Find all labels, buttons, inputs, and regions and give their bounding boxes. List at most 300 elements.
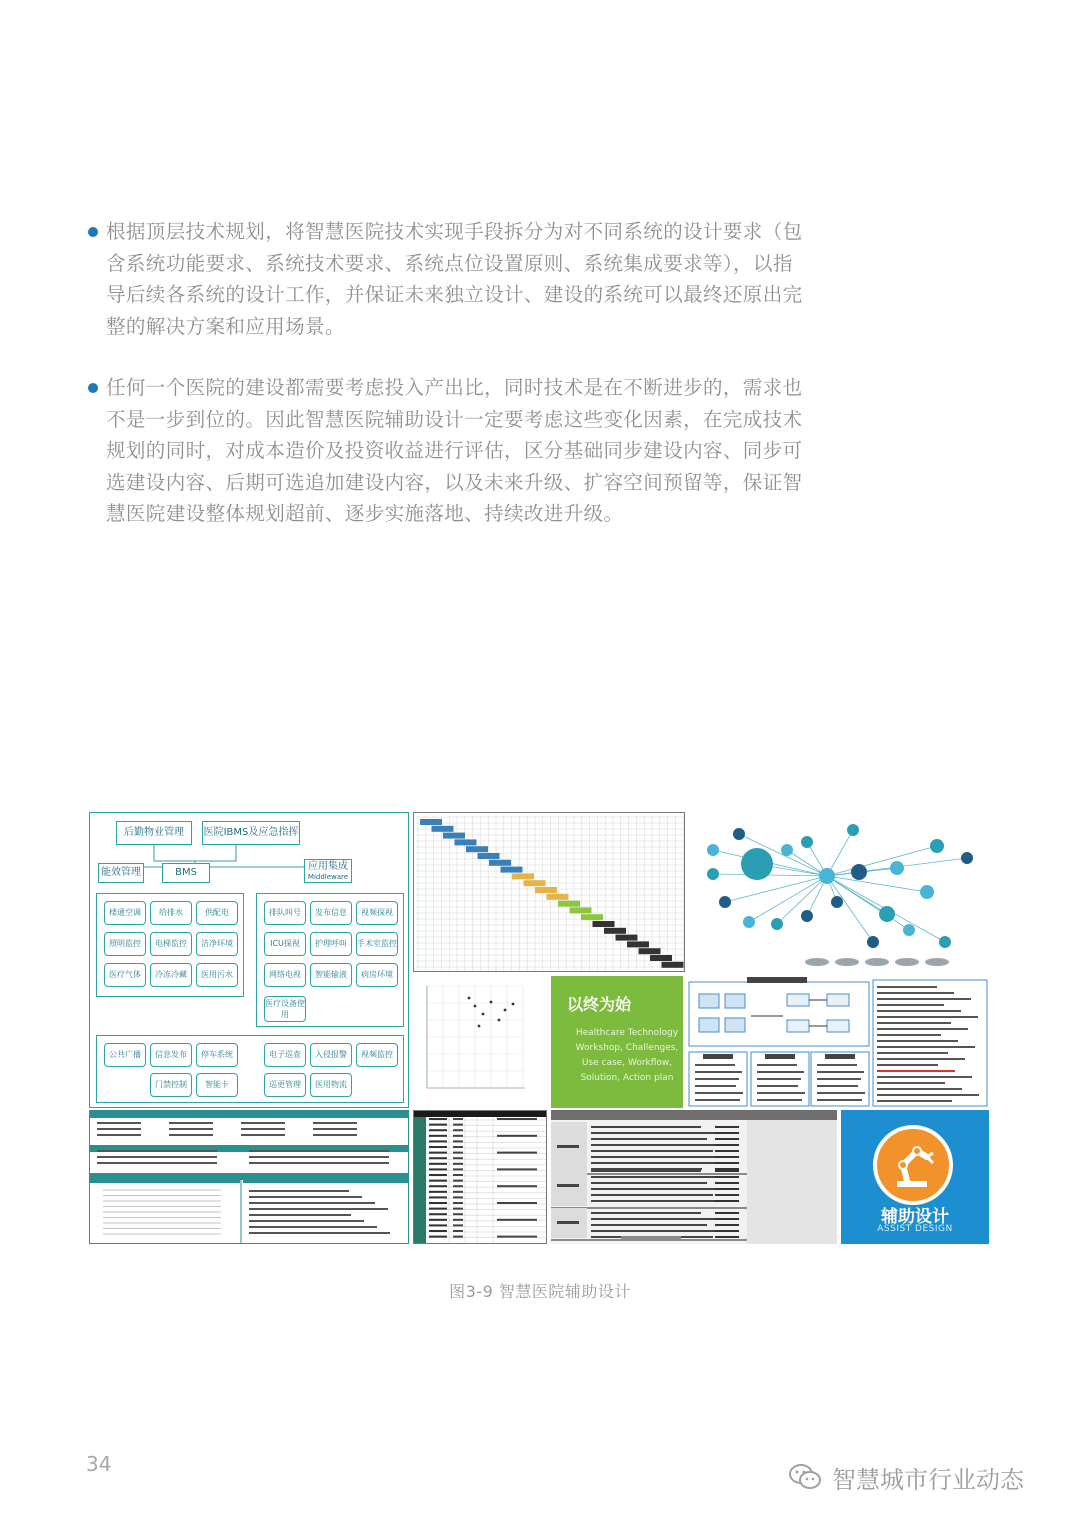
cost-side xyxy=(747,1120,837,1244)
app-tile: 排队叫号 xyxy=(264,901,306,925)
workflow-box-line xyxy=(817,1092,865,1094)
network-node xyxy=(831,896,843,908)
figure-collage xyxy=(89,812,991,1246)
scatter-plot-graphic xyxy=(413,976,547,1108)
assist-design-panel xyxy=(841,1110,989,1244)
table-cell xyxy=(429,1157,447,1159)
cost-value xyxy=(715,1176,739,1178)
form-text-line xyxy=(249,1220,364,1222)
workflow-box-line xyxy=(817,1064,857,1066)
app-tile: 发布信息 xyxy=(310,901,352,925)
cost-value xyxy=(715,1230,739,1232)
cost-value xyxy=(715,1132,739,1134)
matrix-cell xyxy=(558,901,580,907)
network-node xyxy=(920,885,934,899)
matrix-cell xyxy=(662,962,684,968)
table-cell xyxy=(453,1213,463,1215)
matrix-cell xyxy=(627,941,649,947)
table-cell xyxy=(453,1219,463,1221)
table-cell xyxy=(429,1129,447,1131)
security-tile: 信息发布 xyxy=(150,1043,192,1067)
table-cell xyxy=(429,1118,447,1120)
table-cell xyxy=(429,1140,447,1142)
matrix-cell xyxy=(432,826,454,832)
table-cell xyxy=(429,1163,447,1165)
middleware-label: 应用集成 xyxy=(308,861,348,872)
workflow-box-line xyxy=(817,1078,861,1080)
cost-value xyxy=(715,1212,739,1214)
table-cell xyxy=(453,1146,463,1148)
cost-header xyxy=(551,1110,837,1120)
workflow-text-line xyxy=(877,1010,961,1012)
assist-design-title: 辅助设计 xyxy=(881,1207,949,1227)
table-cell xyxy=(453,1185,463,1187)
bms-tile: 照明监控 xyxy=(104,932,146,956)
form-text-line xyxy=(241,1128,285,1130)
workflow-text-line xyxy=(877,1022,951,1024)
form-text-line xyxy=(249,1162,389,1164)
bms-tile: 楼通空调 xyxy=(104,901,146,925)
scatter-point xyxy=(498,1019,501,1022)
table-cell xyxy=(429,1230,447,1232)
workflow-text-line xyxy=(877,1100,952,1102)
form-text-line xyxy=(249,1226,377,1228)
network-node xyxy=(707,868,719,880)
paragraph-1 xyxy=(88,216,808,342)
workflow-text-line xyxy=(877,1040,958,1042)
paragraph-2 xyxy=(88,372,808,530)
form-text-line xyxy=(241,1134,285,1136)
system-architecture-diagram xyxy=(89,812,409,1108)
cost-text-line xyxy=(591,1170,701,1172)
middleware-en-label: Middleware xyxy=(307,873,349,881)
network-base xyxy=(805,958,829,966)
box-logistics: 后勤物业管理 xyxy=(116,821,192,845)
workflow-text-line xyxy=(877,1028,968,1030)
security-tile: 医用物流 xyxy=(310,1073,352,1097)
workflow-node xyxy=(787,1020,809,1032)
form-text-line xyxy=(97,1128,141,1130)
cost-text-line xyxy=(591,1182,707,1184)
form-text-line xyxy=(249,1208,388,1210)
network-base xyxy=(925,958,949,966)
watermark-text: 智慧城市行业动态 xyxy=(832,1465,1024,1494)
security-tile: 门禁控制 xyxy=(150,1073,192,1097)
workflow-text-line xyxy=(877,998,971,1000)
workflow-box-line xyxy=(695,1085,736,1087)
form-text-line xyxy=(97,1156,217,1158)
table-cell xyxy=(429,1124,447,1126)
network-base xyxy=(865,958,889,966)
scatter-point xyxy=(490,1001,493,1004)
security-tile: 智能卡 xyxy=(196,1073,238,1097)
table-cell xyxy=(429,1213,447,1215)
box-middleware xyxy=(304,859,352,883)
table-header xyxy=(414,1111,546,1117)
form-text-line xyxy=(97,1150,217,1152)
app-tile: 网络电视 xyxy=(264,963,306,987)
security-tile: 电子巡查 xyxy=(264,1043,306,1067)
workflow-node xyxy=(787,994,809,1006)
table-cell xyxy=(497,1135,537,1137)
bms-tile: 冷冻冷藏 xyxy=(150,963,192,987)
network-node xyxy=(741,848,773,880)
form-text-line xyxy=(313,1122,357,1124)
table-cell xyxy=(497,1118,537,1120)
network-node xyxy=(903,924,915,936)
workshop-title: 以终为始 xyxy=(567,995,632,1014)
form-text-line xyxy=(249,1196,362,1198)
workflow-box-title xyxy=(765,1054,795,1059)
bms-tile: 医用污水 xyxy=(196,963,238,987)
workshop-line: Workshop, Challenges, xyxy=(575,1043,679,1053)
spec-form-thumbnail xyxy=(89,1110,409,1244)
table-cell xyxy=(429,1185,447,1187)
table-cell xyxy=(453,1208,463,1210)
matrix-cell xyxy=(466,846,488,852)
workflow-graphic xyxy=(687,976,989,1108)
table-cell xyxy=(429,1236,447,1238)
network-node xyxy=(743,916,755,928)
robot-arm-icon xyxy=(873,1125,953,1205)
matrix-cell xyxy=(616,935,638,941)
table-cell xyxy=(429,1191,447,1193)
cost-text-line xyxy=(591,1200,736,1202)
network-node xyxy=(819,868,835,884)
workshop-line: Healthcare Technology xyxy=(575,1028,679,1038)
network-node xyxy=(961,852,973,864)
cost-footer xyxy=(621,1236,681,1239)
table-cell xyxy=(453,1118,463,1120)
table-cell xyxy=(453,1224,463,1226)
cost-value xyxy=(715,1170,739,1172)
table-cell xyxy=(497,1202,537,1204)
cost-text-line xyxy=(591,1162,719,1164)
app-tile: 医疗设备使用 xyxy=(264,996,306,1022)
table-row-header xyxy=(414,1117,426,1243)
network-node xyxy=(801,836,813,848)
table-cell xyxy=(453,1163,463,1165)
cost-value xyxy=(715,1150,739,1152)
workflow-text-line xyxy=(877,1082,945,1084)
table-cell xyxy=(453,1135,463,1137)
matrix-cell xyxy=(547,894,569,900)
wechat-icon xyxy=(788,1462,822,1492)
workflow-box-line xyxy=(757,1099,802,1101)
scatter-point xyxy=(478,1025,481,1028)
workflow-box-line xyxy=(817,1085,858,1087)
cost-value xyxy=(715,1224,739,1226)
cost-value xyxy=(715,1156,739,1158)
table-cell xyxy=(429,1135,447,1137)
form-section-bar xyxy=(90,1176,240,1183)
form-text-line xyxy=(97,1122,141,1124)
network-node xyxy=(930,839,944,853)
bms-tile: 供配电 xyxy=(196,901,238,925)
matrix-cell xyxy=(650,955,672,961)
spec-form-graphic xyxy=(89,1110,409,1244)
workshop-line: Solution, Action plan xyxy=(580,1073,674,1083)
system-table-graphic xyxy=(413,1110,547,1244)
matrix-cell xyxy=(489,860,511,866)
cost-table-thumbnail xyxy=(551,1110,837,1244)
network-map-thumbnail xyxy=(687,812,989,972)
box-energy: 能效管理 xyxy=(98,863,144,883)
workflow-node xyxy=(827,994,849,1006)
matrix-cell xyxy=(639,948,661,954)
form-text-line xyxy=(249,1190,349,1192)
table-cell xyxy=(497,1185,537,1187)
network-node xyxy=(719,896,731,908)
app-tile: 视频探视 xyxy=(356,901,398,925)
cost-value xyxy=(715,1200,739,1202)
bms-tile: 洁净环境 xyxy=(196,932,238,956)
bullet-icon xyxy=(88,227,98,237)
workflow-text-line xyxy=(877,1058,965,1060)
workflow-text-line xyxy=(877,1088,962,1090)
table-cell xyxy=(497,1236,537,1238)
workflow-text-line xyxy=(877,1076,972,1078)
workflow-text-line xyxy=(877,992,954,994)
workflow-box-line xyxy=(817,1099,862,1101)
workflow-device xyxy=(725,994,745,1008)
system-table-thumbnail xyxy=(413,1110,547,1244)
assist-design-subtitle: ASSIST DESIGN xyxy=(877,1224,953,1234)
workshop-line: Use case, Workflow, xyxy=(581,1058,673,1068)
table-cell xyxy=(429,1168,447,1170)
cost-value xyxy=(715,1162,739,1164)
table-cell xyxy=(453,1236,463,1238)
matrix-cell xyxy=(443,833,465,839)
form-text-line xyxy=(249,1232,390,1234)
security-tile: 视频监控 xyxy=(356,1043,398,1067)
matrix-cell xyxy=(593,921,615,927)
table-cell xyxy=(453,1152,463,1154)
workflow-device xyxy=(699,1018,719,1032)
form-text-line xyxy=(249,1214,351,1216)
table-cell xyxy=(429,1152,447,1154)
page-number: 34 xyxy=(86,1452,112,1476)
workflow-text-line xyxy=(877,1046,975,1048)
cost-table-graphic xyxy=(551,1110,837,1244)
bullet-icon xyxy=(88,383,98,393)
workflow-box-line xyxy=(817,1071,864,1073)
matrix-cell xyxy=(420,819,442,825)
workflow-node xyxy=(827,1020,849,1032)
table-cell xyxy=(453,1168,463,1170)
form-text-line xyxy=(241,1122,285,1124)
form-text-line xyxy=(169,1122,213,1124)
workflow-thumbnail xyxy=(687,976,989,1108)
workflow-text-line xyxy=(877,1052,948,1054)
cost-value xyxy=(715,1138,739,1140)
cost-value xyxy=(715,1236,739,1238)
form-section-bar xyxy=(243,1176,408,1183)
table-cell xyxy=(429,1146,447,1148)
figure-caption: 图3-9 智慧医院辅助设计 xyxy=(449,1282,631,1301)
form-text-line xyxy=(313,1134,357,1136)
workshop-panel xyxy=(551,976,683,1108)
table-cell xyxy=(497,1219,537,1221)
table-cell xyxy=(453,1196,463,1198)
form-text-line xyxy=(249,1150,389,1152)
form-text-line xyxy=(249,1156,389,1158)
cost-label-text xyxy=(557,1145,579,1148)
table-cell xyxy=(429,1208,447,1210)
network-node xyxy=(781,844,793,856)
cost-value xyxy=(715,1194,739,1196)
cost-value xyxy=(715,1188,739,1190)
workflow-box-line xyxy=(757,1078,801,1080)
workflow-text-line xyxy=(877,1094,979,1096)
app-tile: ICU探视 xyxy=(264,932,306,956)
cost-text-line xyxy=(591,1218,724,1220)
workflow-text-line xyxy=(877,1064,938,1066)
table-cell xyxy=(497,1168,537,1170)
network-node xyxy=(851,864,867,880)
table-cell xyxy=(453,1129,463,1131)
scatter-point xyxy=(468,997,471,1000)
app-tile: 护理呼叫 xyxy=(310,932,352,956)
network-node xyxy=(939,936,951,948)
matrix-cell xyxy=(524,880,546,886)
matrix-grid-graphic xyxy=(414,813,685,972)
table-cell xyxy=(453,1191,463,1193)
bms-tile: 医疗气体 xyxy=(104,963,146,987)
form-text-line xyxy=(97,1162,217,1164)
security-tile: 入侵报警 xyxy=(310,1043,352,1067)
form-text-line xyxy=(249,1202,375,1204)
table-cell xyxy=(429,1180,447,1182)
cost-text-line xyxy=(591,1194,713,1196)
network-node xyxy=(847,824,859,836)
cost-value xyxy=(715,1144,739,1146)
workflow-box-line xyxy=(757,1085,798,1087)
cost-text-line xyxy=(591,1176,724,1178)
box-ibms: 医院IBMS及应急指挥 xyxy=(202,821,300,845)
workflow-header xyxy=(747,977,807,983)
table-cell xyxy=(453,1157,463,1159)
workflow-box-line xyxy=(695,1092,743,1094)
table-cell xyxy=(429,1202,447,1204)
security-tile: 停车系统 xyxy=(196,1043,238,1067)
scatter-point xyxy=(504,1009,507,1012)
cost-text-line xyxy=(591,1126,701,1128)
network-node xyxy=(771,918,783,930)
table-cell xyxy=(429,1219,447,1221)
matrix-cell xyxy=(478,853,500,859)
workflow-box-line xyxy=(695,1099,740,1101)
cost-text-line xyxy=(591,1150,713,1152)
network-node xyxy=(867,936,879,948)
workflow-box-title xyxy=(703,1054,733,1059)
cost-value xyxy=(715,1168,739,1170)
matrix-cell xyxy=(581,914,603,920)
table-cell xyxy=(453,1124,463,1126)
form-section-bar xyxy=(90,1111,408,1118)
scatter-point xyxy=(512,1003,515,1006)
cost-value xyxy=(715,1126,739,1128)
cost-text-line xyxy=(591,1212,701,1214)
cost-text-line xyxy=(591,1168,702,1170)
network-node xyxy=(890,861,904,875)
table-cell xyxy=(453,1180,463,1182)
app-tile: 智能输液 xyxy=(310,963,352,987)
matrix-grid-thumbnail xyxy=(413,812,685,972)
table-cell xyxy=(453,1140,463,1142)
watermark xyxy=(788,1460,1024,1494)
cost-text-line xyxy=(591,1230,730,1232)
workflow-box-line xyxy=(695,1071,742,1073)
table-cell xyxy=(453,1202,463,1204)
workflow-box-line xyxy=(757,1071,804,1073)
workflow-box-title xyxy=(825,1054,855,1059)
matrix-cell xyxy=(512,873,534,879)
workflow-box-line xyxy=(757,1064,797,1066)
table-cell xyxy=(453,1174,463,1176)
cost-label-text xyxy=(557,1184,579,1187)
cost-value xyxy=(715,1218,739,1220)
matrix-cell xyxy=(604,928,626,934)
security-tile: 巡更管理 xyxy=(264,1073,306,1097)
workflow-box-line xyxy=(757,1092,805,1094)
table-cell xyxy=(497,1152,537,1154)
matrix-cell xyxy=(501,867,523,873)
box-bms: BMS xyxy=(162,863,210,883)
cost-text-line xyxy=(591,1188,730,1190)
table-cell xyxy=(429,1224,447,1226)
cost-value xyxy=(715,1182,739,1184)
scatter-point xyxy=(474,1005,477,1008)
network-base xyxy=(895,958,919,966)
workflow-device xyxy=(725,1018,745,1032)
cost-divider xyxy=(551,1239,747,1241)
cost-text-line xyxy=(591,1132,724,1134)
cost-text-line xyxy=(591,1156,736,1158)
paragraph-1-text: 根据顶层技术规划，将智慧医院技术实现手段拆分为对不同系统的设计要求（包含系统功能要求、系统技术要求、系统点位设置原则、系统集成要求等），以指导后续各系统的设计工作，并保证未来独立设计、建设的系统可以最终还原出完整的解决方案和应用场景。 xyxy=(106,220,803,338)
workflow-device xyxy=(699,994,719,1008)
workflow-text-line xyxy=(877,1016,978,1018)
form-text-line xyxy=(97,1134,141,1136)
workflow-text-line xyxy=(877,1034,941,1036)
network-map-graphic xyxy=(687,812,989,972)
cost-label-text xyxy=(557,1221,579,1224)
network-node xyxy=(801,910,813,922)
table-cell xyxy=(453,1230,463,1232)
table-cell xyxy=(429,1196,447,1198)
bms-tile: 给排水 xyxy=(150,901,192,925)
workflow-text-line xyxy=(877,1070,955,1072)
app-tile: 手术室监控 xyxy=(356,932,398,956)
network-node xyxy=(707,844,719,856)
network-node xyxy=(733,828,745,840)
matrix-cell xyxy=(570,907,592,913)
scatter-plot-thumbnail xyxy=(413,976,547,1108)
security-tile: 公共广播 xyxy=(104,1043,146,1067)
matrix-cell xyxy=(535,887,557,893)
matrix-cell xyxy=(455,839,477,845)
form-text-line xyxy=(169,1134,213,1136)
network-node xyxy=(879,906,895,922)
cost-text-line xyxy=(591,1224,707,1226)
form-text-line xyxy=(313,1128,357,1130)
workflow-box-line xyxy=(695,1078,739,1080)
table-cell xyxy=(429,1174,447,1176)
app-tile: 病房环境 xyxy=(356,963,398,987)
paragraph-2-text: 任何一个医院的建设都需要考虑投入产出比，同时技术是在不断进步的，需求也不是一步到位的。因此智慧医院辅助设计一定要考虑这些变化因素，在完成技术规划的同时，对成本造价及投资收益进行评估，区分基础同步建设内容、同步可选建设内容、后期可选追加建设内容，以及未来升级、扩容空间预留等，保证智慧医院建设整体规划超前、逐步实施落地、持续改进升级。 xyxy=(106,376,803,525)
network-base xyxy=(835,958,859,966)
bms-tile: 电梯监控 xyxy=(150,932,192,956)
